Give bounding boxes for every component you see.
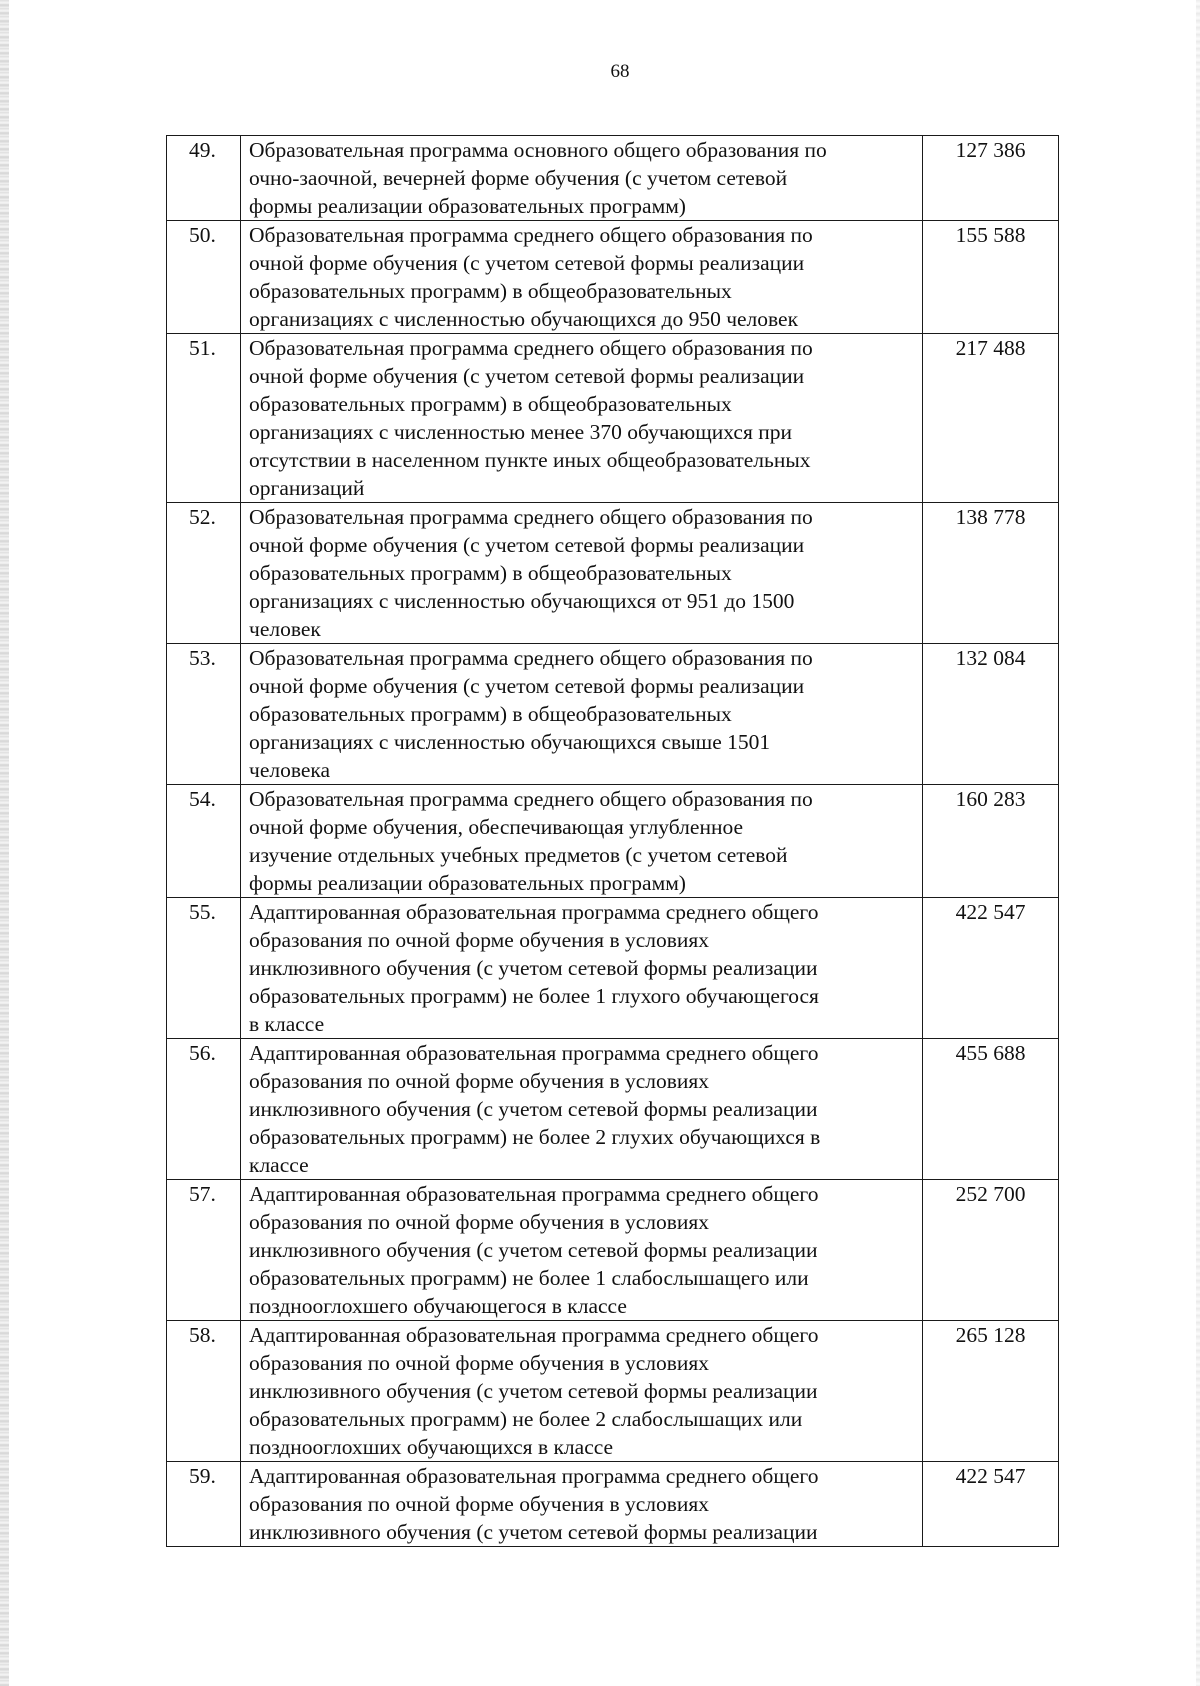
cost-value: 132 084 bbox=[923, 644, 1059, 785]
program-description bbox=[241, 1321, 923, 1462]
description-line: организациях с численностью обучающихся до 950 человек bbox=[249, 307, 799, 331]
cost-value: 422 547 bbox=[923, 898, 1059, 1039]
table-row bbox=[167, 334, 1059, 503]
description-line: образования по очной форме обучения в условиях bbox=[249, 1210, 710, 1234]
description-line: образовательных программ) не более 2 глухих обучающихся в bbox=[249, 1125, 821, 1149]
row-number: 52. bbox=[167, 503, 241, 644]
description-line: Адаптированная образовательная программа среднего общего bbox=[249, 1041, 819, 1065]
program-description bbox=[241, 136, 923, 221]
description-line: организациях с численностью обучающихся свыше 1501 bbox=[249, 730, 771, 754]
description-line: Образовательная программа среднего общего образования по bbox=[249, 646, 813, 670]
description-line: образования по очной форме обучения в условиях bbox=[249, 928, 710, 952]
cost-value: 155 588 bbox=[923, 221, 1059, 334]
program-description bbox=[241, 1039, 923, 1180]
description-line: позднооглохшего обучающегося в классе bbox=[249, 1294, 627, 1318]
program-description bbox=[241, 898, 923, 1039]
description-line: образования по очной форме обучения в условиях bbox=[249, 1492, 710, 1516]
cost-value: 138 778 bbox=[923, 503, 1059, 644]
description-line: инклюзивного обучения (с учетом сетевой формы реализации bbox=[249, 1238, 818, 1262]
description-line: образовательных программ) не более 2 слабослышащих или bbox=[249, 1407, 803, 1431]
table-row bbox=[167, 898, 1059, 1039]
description-line: инклюзивного обучения (с учетом сетевой формы реализации bbox=[249, 1379, 818, 1403]
row-number: 58. bbox=[167, 1321, 241, 1462]
program-description bbox=[241, 1462, 923, 1547]
description-line: очной форме обучения (с учетом сетевой формы реализации bbox=[249, 533, 805, 557]
description-line: Адаптированная образовательная программа среднего общего bbox=[249, 1182, 819, 1206]
table-row bbox=[167, 136, 1059, 221]
programs-table bbox=[166, 135, 1059, 1547]
cost-value: 422 547 bbox=[923, 1462, 1059, 1547]
description-line: образовательных программ) в общеобразовательных bbox=[249, 392, 732, 416]
description-line: очной форме обучения (с учетом сетевой формы реализации bbox=[249, 364, 805, 388]
scan-edge-left bbox=[0, 0, 9, 1686]
description-line: организациях с численностью обучающихся от 951 до 1500 bbox=[249, 589, 795, 613]
description-line: в классе bbox=[249, 1012, 325, 1036]
cost-value: 455 688 bbox=[923, 1039, 1059, 1180]
description-line: Адаптированная образовательная программа среднего общего bbox=[249, 900, 819, 924]
description-line: Адаптированная образовательная программа среднего общего bbox=[249, 1464, 819, 1488]
row-number: 49. bbox=[167, 136, 241, 221]
table-row bbox=[167, 1039, 1059, 1180]
row-number: 56. bbox=[167, 1039, 241, 1180]
program-description bbox=[241, 503, 923, 644]
program-description bbox=[241, 1180, 923, 1321]
description-line: Образовательная программа среднего общего образования по bbox=[249, 336, 813, 360]
row-number: 59. bbox=[167, 1462, 241, 1547]
description-line: очной форме обучения (с учетом сетевой формы реализации bbox=[249, 251, 805, 275]
table-row bbox=[167, 785, 1059, 898]
description-line: образовательных программ) не более 1 глухого обучающегося bbox=[249, 984, 819, 1008]
description-line: классе bbox=[249, 1153, 309, 1177]
description-line: человек bbox=[249, 617, 321, 641]
description-line: человека bbox=[249, 758, 331, 782]
description-line: образовательных программ) в общеобразовательных bbox=[249, 561, 732, 585]
description-line: позднооглохших обучающихся в классе bbox=[249, 1435, 614, 1459]
cost-value: 265 128 bbox=[923, 1321, 1059, 1462]
description-line: инклюзивного обучения (с учетом сетевой формы реализации bbox=[249, 1520, 818, 1544]
description-line: отсутствии в населенном пункте иных общеобразовательных bbox=[249, 448, 811, 472]
row-number: 54. bbox=[167, 785, 241, 898]
program-description bbox=[241, 221, 923, 334]
description-line: образовательных программ) не более 1 слабослышащего или bbox=[249, 1266, 809, 1290]
table-body bbox=[167, 136, 1059, 1547]
description-line: образовательных программ) в общеобразовательных bbox=[249, 702, 732, 726]
scan-edge-right bbox=[1196, 0, 1200, 1686]
description-line: Образовательная программа среднего общего образования по bbox=[249, 223, 813, 247]
table-row bbox=[167, 221, 1059, 334]
table-row bbox=[167, 1462, 1059, 1547]
description-line: образовательных программ) в общеобразовательных bbox=[249, 279, 732, 303]
program-description bbox=[241, 644, 923, 785]
row-number: 57. bbox=[167, 1180, 241, 1321]
table-row bbox=[167, 1180, 1059, 1321]
cost-value: 127 386 bbox=[923, 136, 1059, 221]
description-line: формы реализации образовательных программ) bbox=[249, 871, 686, 895]
page-number: 68 bbox=[610, 61, 630, 82]
description-line: формы реализации образовательных программ) bbox=[249, 194, 686, 218]
cost-value: 160 283 bbox=[923, 785, 1059, 898]
description-line: Образовательная программа среднего общего образования по bbox=[249, 787, 813, 811]
row-number: 55. bbox=[167, 898, 241, 1039]
cost-value: 252 700 bbox=[923, 1180, 1059, 1321]
description-line: организациях с численностью менее 370 обучающихся при bbox=[249, 420, 793, 444]
description-line: образования по очной форме обучения в условиях bbox=[249, 1351, 710, 1375]
row-number: 50. bbox=[167, 221, 241, 334]
row-number: 53. bbox=[167, 644, 241, 785]
table-row bbox=[167, 644, 1059, 785]
table-row bbox=[167, 503, 1059, 644]
description-line: организаций bbox=[249, 476, 365, 500]
description-line: очной форме обучения, обеспечивающая углубленное bbox=[249, 815, 744, 839]
cost-value: 217 488 bbox=[923, 334, 1059, 503]
row-number: 51. bbox=[167, 334, 241, 503]
description-line: очной форме обучения (с учетом сетевой формы реализации bbox=[249, 674, 805, 698]
table-row bbox=[167, 1321, 1059, 1462]
description-line: Образовательная программа основного общего образования по bbox=[249, 138, 827, 162]
description-line: Образовательная программа среднего общего образования по bbox=[249, 505, 813, 529]
program-description bbox=[241, 334, 923, 503]
description-line: инклюзивного обучения (с учетом сетевой формы реализации bbox=[249, 956, 818, 980]
description-line: очно-заочной, вечерней форме обучения (с учетом сетевой bbox=[249, 166, 788, 190]
description-line: инклюзивного обучения (с учетом сетевой формы реализации bbox=[249, 1097, 818, 1121]
description-line: изучение отдельных учебных предметов (с учетом сетевой bbox=[249, 843, 788, 867]
description-line: Адаптированная образовательная программа среднего общего bbox=[249, 1323, 819, 1347]
program-description bbox=[241, 785, 923, 898]
description-line: образования по очной форме обучения в условиях bbox=[249, 1069, 710, 1093]
